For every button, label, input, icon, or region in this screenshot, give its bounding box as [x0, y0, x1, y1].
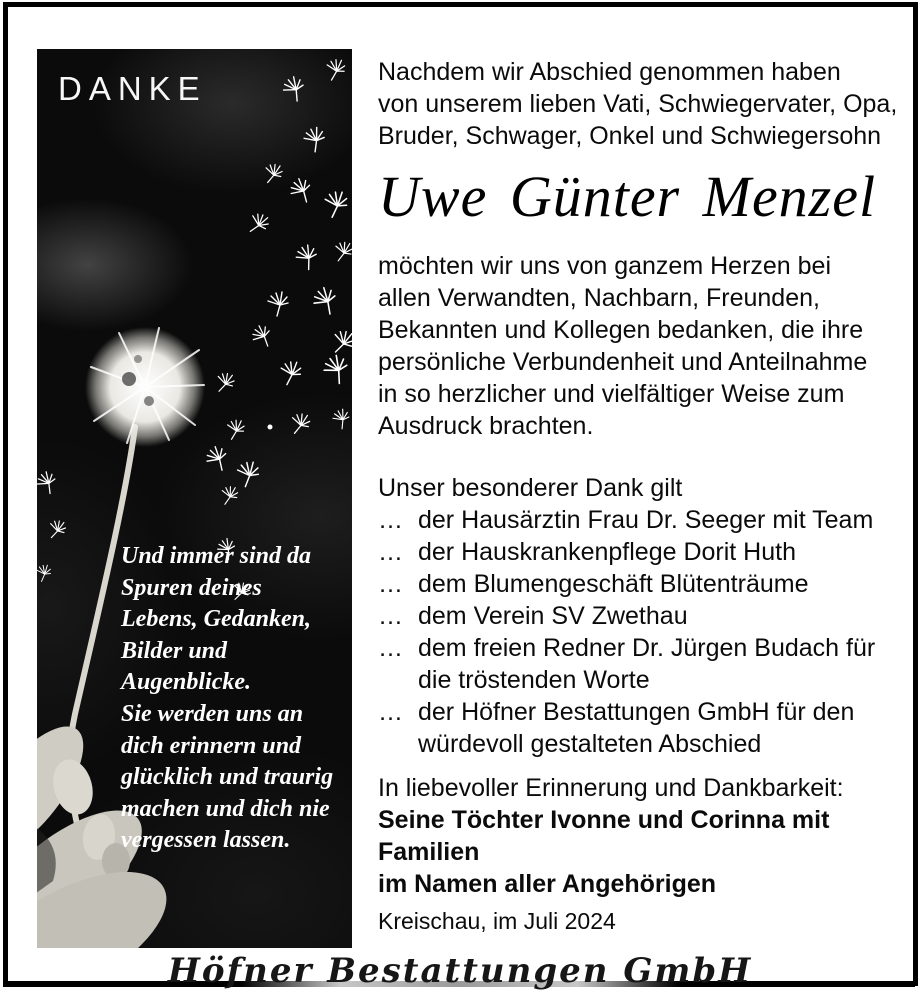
dandelion-head [85, 327, 205, 447]
memorial-photo-panel [37, 49, 352, 948]
family-line: Seine Töchter Ivonne und Corinna mit [378, 806, 830, 834]
thanks-item-text: dem Verein SV Zwethau [418, 602, 688, 630]
danke-title: DANKE [58, 70, 207, 107]
thanks-item-text: die tröstenden Worte [418, 666, 650, 694]
ellipsis-prefix: … [378, 634, 403, 662]
family-line: Familien [378, 838, 480, 866]
poem-line: Lebens, Gedanken, [121, 606, 311, 633]
special-thanks-heading: Unser besonderer Dank gilt [378, 474, 683, 502]
intro-line: von unserem lieben Vati, Schwiegervater, Opa, [378, 90, 898, 118]
place-and-date: Kreischau, im Juli 2024 [378, 908, 616, 934]
poem-line: Bilder und [121, 637, 228, 664]
ellipsis-prefix: … [378, 698, 403, 726]
floating-seeds [37, 57, 352, 604]
poem-line: dich erinnern und [121, 732, 302, 759]
intro-line: Bruder, Schwager, Onkel und Schwiegersohn [378, 122, 882, 150]
poem-line: Und immer sind da [121, 543, 312, 569]
ellipsis-prefix: … [378, 602, 403, 630]
intro-paragraph [378, 56, 906, 152]
poem-line: Augenblicke. [121, 669, 251, 696]
thanks-paragraph-line: Bekannten und Kollegen bedanken, die ihre [378, 316, 864, 344]
closing-block [378, 772, 906, 900]
poem-line: Spuren deines [121, 574, 262, 601]
intro-line: Nachdem wir Abschied genommen haben [378, 58, 841, 86]
ellipsis-prefix: … [378, 570, 403, 598]
ellipsis-prefix [378, 664, 418, 696]
thanks-item-text: der Höfner Bestattungen GmbH für den [418, 698, 855, 726]
thanks-paragraph-line: persönliche Verbundenheit und Anteilnahme [378, 348, 868, 376]
thanks-item [378, 600, 906, 632]
thanks-item-text: der Hauskrankenpflege Dorit Huth [418, 538, 796, 566]
closing-intro: In liebevoller Erinnerung und Dankbarkeit: [378, 774, 844, 802]
thanks-paragraph-line: in so herzlicher und vielfältiger Weise zum [378, 380, 845, 408]
thanks-item [378, 504, 906, 536]
ellipsis-prefix: … [378, 538, 403, 566]
thanks-paragraph-line: möchten wir uns von ganzem Herzen bei [378, 252, 832, 280]
thanks-item [378, 536, 906, 568]
thanks-item-text: dem freien Redner Dr. Jürgen Budach für [418, 634, 876, 662]
thanks-item-text: würdevoll gestalteten Abschied [418, 730, 762, 758]
thanks-item [378, 696, 906, 728]
thanks-item [378, 664, 906, 696]
deceased-name: Uwe Günter Menzel [378, 164, 877, 229]
special-thanks-list [378, 472, 906, 760]
thanks-item-text: der Hausärztin Frau Dr. Seeger mit Team [418, 506, 874, 534]
thanks-paragraph-line: allen Verwandten, Nachbarn, Freunden, [378, 284, 820, 312]
memorial-poem [121, 541, 346, 857]
funeral-home-logo: Höfner Bestattungen GmbH [167, 951, 753, 991]
poem-line: Sie werden uns an [121, 700, 304, 727]
ellipsis-prefix: … [378, 506, 403, 534]
poem-line: machen und dich nie [121, 795, 330, 822]
ellipsis-prefix [378, 728, 418, 760]
thanks-item [378, 728, 906, 760]
family-line: im Namen aller Angehörigen [378, 870, 717, 898]
thanks-item [378, 632, 906, 664]
poem-line: glücklich und traurig [121, 764, 334, 791]
thanks-paragraph [378, 250, 906, 442]
thanks-item [378, 568, 906, 600]
thanks-paragraph-line: Ausdruck brachten. [378, 412, 594, 440]
poem-line: vergessen lassen. [121, 827, 291, 854]
thanks-item-text: dem Blumengeschäft Blütenträume [418, 570, 809, 598]
